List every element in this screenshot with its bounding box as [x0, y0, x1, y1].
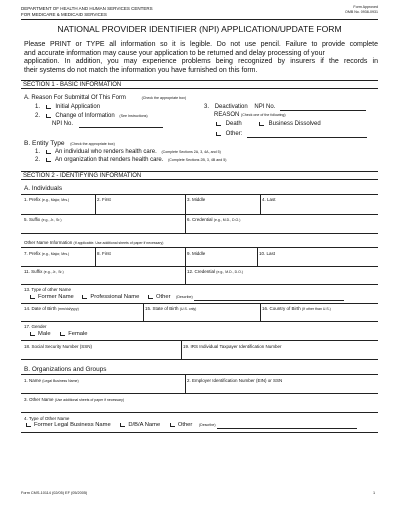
state-birth-label: 15. State of Birth	[145, 306, 179, 311]
section-2-title: SECTION 2 - IDENTIFYING INFORMATION	[23, 173, 142, 179]
option-initial-application[interactable]	[35, 104, 100, 111]
suffix11-hint: (e.g., Jr., Sr.)	[43, 270, 64, 274]
individual-checkbox[interactable]	[46, 150, 51, 154]
organization-hint: (Complete Sections 2B, 3, 4B and 5)	[168, 158, 227, 162]
field-divider	[185, 374, 186, 393]
field-divider	[185, 266, 186, 284]
other-reason-checkbox[interactable]	[216, 132, 221, 136]
org-name-field[interactable]	[24, 378, 79, 384]
entity-organization[interactable]	[35, 157, 226, 164]
row-rule	[21, 247, 378, 248]
former-name-checkbox[interactable]	[30, 295, 35, 299]
other-middle-name-field[interactable]: 9. Middle	[187, 251, 206, 256]
other-reason-field[interactable]	[247, 132, 367, 138]
organizations-heading: B. Organizations and Groups	[24, 366, 107, 373]
credential-field[interactable]	[187, 217, 240, 223]
entity-heading-text: B. Entity Type	[24, 140, 65, 147]
other-reason-label: Other:	[225, 131, 243, 137]
row-rule	[21, 266, 378, 267]
reason-heading	[24, 95, 186, 102]
prefix-label: 1. Prefix	[24, 197, 41, 202]
ein-field[interactable]: 2. Employer Identification Number (EIN) or SSN	[187, 378, 283, 383]
field-divider	[260, 303, 261, 321]
field-divider	[257, 248, 258, 266]
male-label: Male	[38, 331, 51, 337]
other-name-info	[24, 240, 163, 246]
suffix-field[interactable]	[24, 217, 62, 223]
male-checkbox[interactable]	[30, 332, 35, 336]
dba-checkbox[interactable]	[120, 423, 125, 427]
row-rule	[21, 412, 378, 413]
other-suffix-field[interactable]	[24, 269, 64, 275]
change-npi-number[interactable]	[52, 121, 163, 128]
other-name-type-checkbox[interactable]	[148, 295, 153, 299]
page-number: 1	[373, 491, 376, 495]
credential12-label: 12. Credential	[187, 269, 216, 274]
section-1-header	[21, 80, 378, 89]
org-other-hint: (Describe)	[198, 423, 216, 427]
professional-name-checkbox[interactable]	[82, 295, 87, 299]
gender-options	[30, 331, 88, 338]
deactivation-npi-field[interactable]	[280, 105, 366, 111]
reason-business-dissolved[interactable]	[259, 121, 321, 128]
individuals-rule	[21, 194, 378, 195]
change-info-checkbox[interactable]	[46, 114, 51, 118]
org-type-other-options	[26, 422, 357, 429]
instruction-line: Please PRINT or TYPE all information so it is legible. Do not use pencil. Failure to provide complete	[24, 41, 378, 48]
agency-line-1: DEPARTMENT OF HEALTH AND HUMAN SERVICES CENTERS	[21, 6, 153, 11]
row-rule	[21, 374, 378, 375]
org-other-name-label: 3. Other Name	[24, 397, 54, 402]
org-other-name-hint: (Use additional sheets of paper if necessary)	[54, 398, 125, 402]
other-name-hint: (If applicable. Use additional sheets of paper if necessary)	[73, 241, 164, 245]
reason-label: REASON	[214, 112, 240, 118]
option-number: 1.	[35, 149, 41, 155]
change-info-label: Change of Information	[55, 113, 115, 119]
change-npi-field[interactable]	[79, 122, 163, 128]
credential12-hint: (e.g., M.D., D.O.)	[216, 270, 243, 274]
prefix7-label: 7. Prefix	[24, 251, 41, 256]
death-label: Death	[225, 121, 242, 127]
credential-hint: (e.g., M.D., D.O.)	[213, 218, 241, 222]
deactivation-reason	[214, 112, 286, 119]
section-1-title: SECTION 1 - BASIC INFORMATION	[23, 82, 122, 88]
dob-hint: (mm/dd/yyyy)	[57, 307, 79, 311]
last-name-field[interactable]: 4. Last	[262, 197, 276, 202]
initial-application-checkbox[interactable]	[46, 105, 51, 109]
row-rule	[21, 393, 378, 394]
initial-application-label: Initial Application	[55, 104, 101, 110]
field-divider	[181, 340, 182, 359]
dissolved-label: Business Dissolved	[268, 121, 321, 127]
org-name-hint: (Legal Business Name)	[42, 379, 79, 383]
type-other-name-label: 13. Type of other Name	[24, 287, 71, 292]
field-divider	[95, 195, 96, 214]
other-name-label: Other Name Information	[24, 240, 73, 245]
other-credential-field[interactable]	[187, 269, 243, 275]
ssn-field[interactable]: 18. Social Security Number (SSN)	[24, 344, 93, 349]
middle-name-field[interactable]: 3. Middle	[187, 197, 206, 202]
professional-name-label: Professional Name	[90, 294, 140, 300]
former-legal-label: Former Legal Business Name	[34, 422, 111, 428]
org-other-field[interactable]	[217, 423, 357, 429]
option-number: 3.	[204, 104, 210, 110]
country-of-birth-field[interactable]	[262, 306, 331, 312]
reason-death[interactable]	[216, 121, 242, 128]
reason-other[interactable]	[216, 131, 367, 138]
instructions	[24, 41, 378, 75]
prefix-hint: (e.g., Major, Mrs.)	[41, 198, 70, 202]
form-title: NATIONAL PROVIDER IDENTIFIER (NPI) APPLICATION/UPDATE FORM	[57, 24, 342, 34]
option-deactivation[interactable]	[204, 104, 366, 111]
suffix-hint: (e.g., Jr., Sr.)	[41, 218, 62, 222]
agency-line-2: FOR MEDICARE & MEDICAID SERVICES	[21, 11, 107, 17]
individual-hint: (Complete Sections 2A, 3, 4A, and 5)	[161, 150, 221, 154]
row-rule	[21, 340, 378, 341]
instruction-line: application. In addition, you may experience problems being recognized by insurers if the records in	[24, 58, 378, 66]
section-2-header	[21, 171, 378, 180]
row-rule	[21, 233, 378, 234]
organization-checkbox[interactable]	[46, 158, 51, 162]
field-divider	[143, 303, 144, 321]
country-birth-label: 16. Country of Birth	[262, 306, 301, 311]
itin-field[interactable]: 19. IRS Individual Taxpayer Identification Number	[183, 344, 282, 349]
option-change-of-information[interactable]	[35, 113, 148, 120]
field-divider	[185, 248, 186, 266]
option-number: 1.	[35, 104, 41, 110]
type-other-name-options	[30, 294, 344, 301]
row-rule	[21, 284, 378, 285]
suffix-label: 5. Suffix	[24, 217, 41, 222]
reason-hint: (Check the appropriate box)	[141, 96, 187, 100]
death-checkbox[interactable]	[216, 122, 221, 126]
row-rule	[21, 303, 378, 304]
org-other-label: Other	[177, 422, 193, 428]
approval-line-1: Form Approved	[353, 5, 378, 9]
state-of-birth-field[interactable]	[145, 306, 196, 312]
approval-line-2: OMB No. 0938-0931	[345, 9, 378, 14]
individuals-heading: A. Individuals	[24, 185, 63, 192]
field-divider	[185, 214, 186, 233]
form-number: Form CMS-10114 (02/05) EF (05/2005)	[21, 491, 88, 495]
country-birth-hint: (If other than U.S.)	[302, 307, 331, 311]
date-of-birth-field[interactable]	[24, 306, 79, 312]
other-last-name-field[interactable]: 10. Last	[259, 251, 276, 256]
other-name-type-label: Other	[156, 294, 171, 300]
row-rule	[21, 359, 378, 360]
entity-individual[interactable]	[35, 149, 221, 156]
npi-no-label: NPI No.	[52, 121, 74, 127]
org-type-other-label: 4. Type of Other Name	[24, 416, 70, 421]
org-name-label: 1. Name	[24, 378, 42, 383]
agency-name	[21, 6, 153, 17]
female-label: Female	[68, 331, 88, 337]
entity-type-heading	[24, 140, 115, 148]
reason-label-hint: (Check one of the following)	[241, 113, 286, 117]
row-rule	[21, 432, 378, 433]
dba-label: D/B/A Name	[128, 422, 161, 428]
state-birth-hint: (U.S. only)	[179, 307, 197, 311]
other-name-type-field[interactable]	[194, 295, 344, 301]
deactivation-label: Deactivation	[214, 104, 248, 110]
individual-label: An individual who renders health care.	[55, 149, 157, 155]
option-number: 2.	[35, 157, 41, 163]
field-divider	[185, 195, 186, 214]
reason-heading-text: A. Reason For Submittal Of This Form	[24, 95, 126, 101]
field-divider	[260, 195, 261, 214]
other-first-name-field[interactable]: 8. First	[97, 251, 111, 256]
instruction-line: and accurate information may cause your application to be returned and delay processing of your	[24, 49, 325, 57]
deactivation-npi-label: NPI No.	[254, 104, 276, 110]
change-info-hint: (See Instructions)	[119, 114, 148, 118]
field-divider	[95, 248, 96, 266]
org-other-checkbox[interactable]	[170, 423, 175, 427]
suffix11-label: 11. Suffix	[24, 269, 43, 274]
other-name-type-hint: (Describe)	[176, 295, 193, 299]
row-rule	[21, 321, 378, 322]
instruction-line: their systems do not match the information you have furnished on this form.	[24, 66, 258, 74]
first-name-field[interactable]: 2. First	[97, 197, 111, 202]
prefix7-hint: (e.g., Major, Mrs.)	[41, 252, 70, 256]
header-rule	[21, 19, 378, 20]
org-other-name-field[interactable]	[24, 397, 124, 403]
credential-label: 6. Credential	[187, 217, 213, 222]
omb-approval	[345, 5, 378, 14]
gender-label: 17. Gender	[24, 324, 47, 329]
prefix-field[interactable]	[24, 197, 69, 203]
row-rule	[21, 214, 378, 215]
female-checkbox[interactable]	[60, 332, 65, 336]
dob-label: 14. Date of Birth	[24, 306, 57, 311]
former-name-label: Former Name	[38, 294, 74, 300]
option-number: 2.	[35, 113, 41, 119]
dissolved-checkbox[interactable]	[259, 122, 264, 126]
former-legal-checkbox[interactable]	[26, 423, 31, 427]
other-prefix-field[interactable]	[24, 251, 69, 257]
organization-label: An organization that renders health care.	[55, 157, 164, 163]
entity-hint: (Check the appropriate box)	[70, 142, 115, 146]
